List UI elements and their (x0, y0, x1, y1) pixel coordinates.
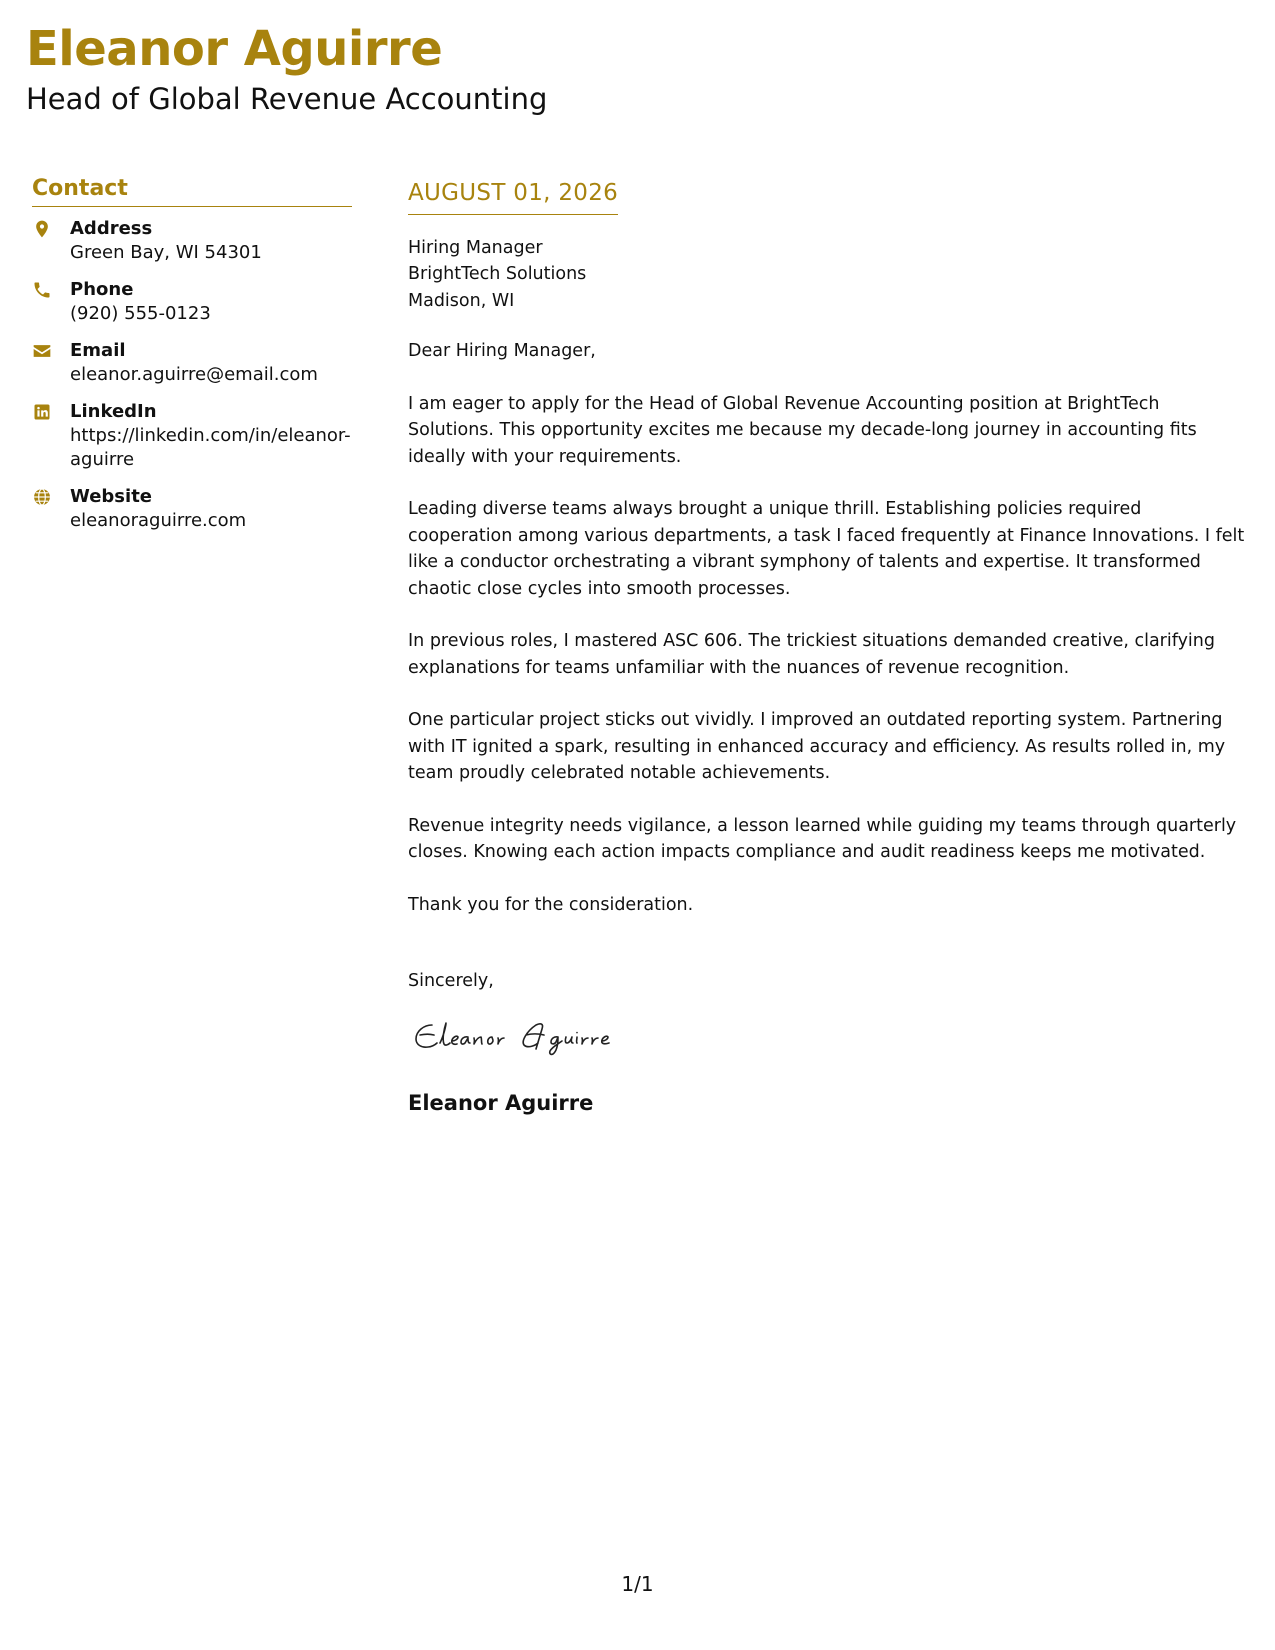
salutation: Dear Hiring Manager, (408, 341, 596, 362)
letter-body (408, 180, 1248, 1117)
phone-icon (32, 280, 52, 300)
contact-item-website (32, 485, 352, 533)
letter-date: AUGUST 01, 2026 (408, 180, 618, 215)
closing-line: Sincerely, (408, 971, 494, 992)
recipient-line: Madison, WI (408, 290, 515, 311)
contact-item-linkedin (32, 400, 352, 472)
page-number: 1/1 (621, 1572, 654, 1596)
contact-item-phone (32, 278, 352, 326)
recipient-block (408, 235, 1248, 315)
globe-icon (32, 487, 52, 507)
letter-paragraph: In previous roles, I mastered ASC 606. The trickiest situations demanded creative, clarifying explanations for teams unfamiliar with the nuances of revenue recognition. (408, 631, 1215, 678)
linkedin-link[interactable]: https://linkedin.com/in/eleanor-aguirre (70, 425, 351, 471)
contact-label: Address (70, 218, 153, 240)
letter-paragraph: Revenue integrity needs vigilance, a lesson learned while guiding my teams through quarterly closes. Knowing each action impacts compliance and audit readiness keeps me motivated. (408, 815, 1237, 863)
letter-paragraph: I am eager to apply for the Head of Global Revenue Accounting position at BrightTech Solutions. This opportunity excites me because my decade-long journey in accounting fits ideally with your requirements. (408, 393, 1197, 467)
applicant-name: Eleanor Aguirre (26, 21, 443, 77)
thanks-line: Thank you for the consideration. (408, 894, 694, 915)
contact-item-address (32, 217, 352, 265)
linkedin-icon (32, 402, 52, 422)
address-value: Green Bay, WI 54301 (70, 242, 262, 264)
recipient-line: BrightTech Solutions (408, 264, 587, 285)
letter-paragraph: Leading diverse teams always brought a unique thrill. Establishing policies required cooperation among various departments, a task I faced frequently at Finance Innovations. I felt like a conductor orchestrating a vibrant symphony of talents and expertise. It transformed chaotic close cycles into smooth processes. (408, 499, 1245, 599)
signer-name: Eleanor Aguirre (408, 1090, 594, 1115)
letter-paragraph: One particular project sticks out vividly. I improved an outdated reporting system. Partnering with IT ignited a spark, resulting in enhanced accuracy and efficiency. As results rolled in, my team proudly celebrated notable achievements. (408, 710, 1226, 784)
handwritten-signature (410, 1013, 670, 1069)
phone-value[interactable]: (920) 555-0123 (70, 303, 211, 325)
contact-label: Phone (70, 279, 134, 301)
email-icon (32, 341, 52, 361)
contact-sidebar (32, 176, 352, 546)
contact-label: LinkedIn (70, 401, 157, 423)
contact-list (32, 217, 352, 533)
contact-heading: Contact (32, 176, 352, 207)
website-link[interactable]: eleanoraguirre.com (70, 510, 247, 532)
map-pin-icon (32, 219, 52, 239)
contact-label: Website (70, 486, 153, 508)
recipient-line: Hiring Manager (408, 237, 543, 258)
email-link[interactable]: eleanor.aguirre@email.com (70, 364, 318, 386)
contact-item-email (32, 339, 352, 387)
contact-label: Email (70, 340, 126, 362)
applicant-role: Head of Global Revenue Accounting (26, 82, 548, 116)
